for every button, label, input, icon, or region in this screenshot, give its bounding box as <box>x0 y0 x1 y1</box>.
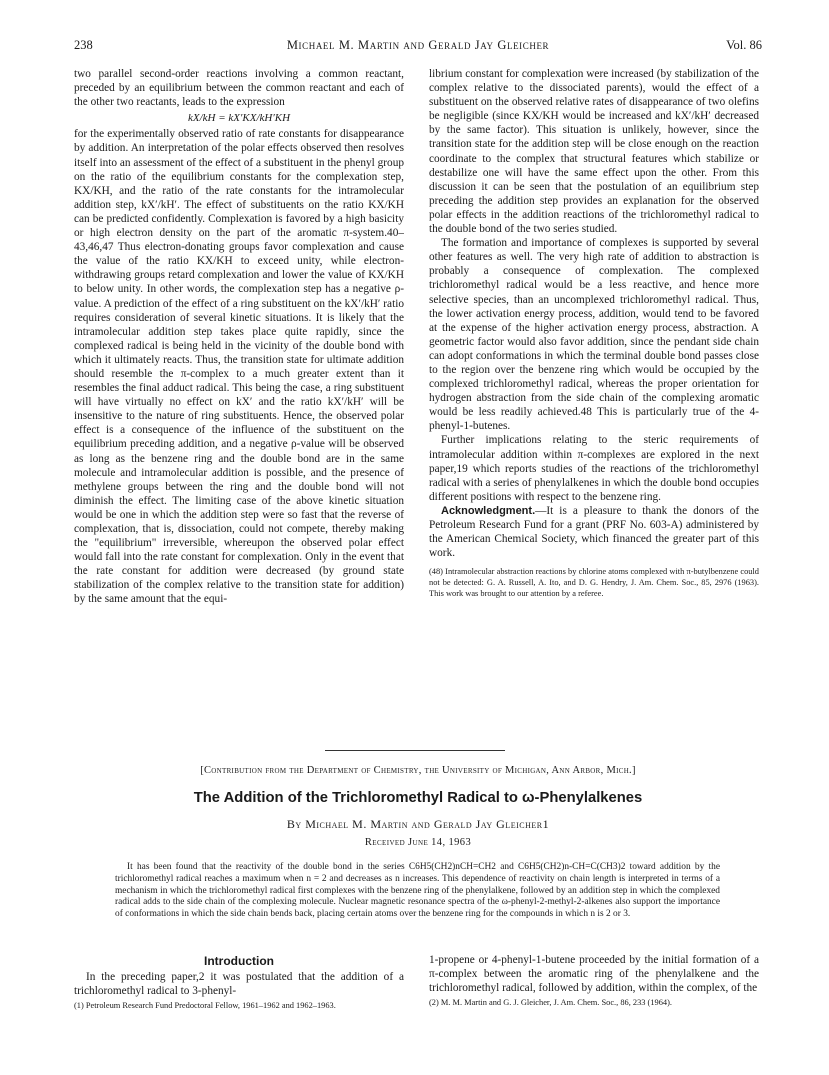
intro-left-text: In the preceding paper,2 it was postulated that the addition of a trichloromethyl radical to 3-phenyl- <box>74 971 404 998</box>
intro-right-text: 1-propene or 4-phenyl-1-butene proceeded by the initial formation of a π-complex between the aromatic ring of the phenylalkene and the trichloromethyl radical, followed by addition, within the complex, of the <box>429 954 759 995</box>
abstract-text: It has been found that the reactivity of the double bond in the series C6H5(CH2)nCH=CH2 and C6H5(CH2)n-CH=C(CH3)2 toward addition by the trichloromethyl radical reaches a maximum when n = 2 and decreases as n increases. This dependence of reactivity on chain length is interpreted in terms of a mechanism in which the trichloromethyl radical first complexes with the benzene ring of the phenylalkene, followed by an addition step in which the complexed radical adds to the side chain of the complexing molecule. Nuclear magnetic resonance spectra of the ω-phenyl-2-methyl-2-alkenes also support the importance of conformations in which the side chain bends back, placing certain atoms over the benzene ring for the compounds in which n is 2 or 3. <box>115 862 720 920</box>
rate-equation: kX/kH = kX′KX/kH′KH <box>187 112 291 125</box>
article-title: The Addition of the Trichloromethyl Radical to ω-Phenylalkenes <box>193 790 643 806</box>
right-column <box>429 67 759 737</box>
received-date: Received June 14, 1963 <box>364 837 472 848</box>
article-authors: By Michael M. Martin and Gerald Jay Gleicher1 <box>286 817 550 831</box>
page-number: 238 <box>74 38 93 52</box>
intro-left-column <box>74 970 404 1012</box>
contribution-line: [Contribution from the Department of Chemistry, the University of Michigan, Ann Arbor, Mich.] <box>200 765 636 776</box>
footnote-2: (2) M. M. Martin and G. J. Gleicher, J. Am. Chem. Soc., 86, 233 (1964). <box>429 998 672 1008</box>
acknowledgment-title: Acknowledgment. <box>441 504 536 517</box>
footnote-1: (1) Petroleum Research Fund Predoctoral Fellow, 1961–1962 and 1962–1963. <box>74 1001 336 1011</box>
acknowledgment-text: —It is a pleasure to thank the donors of the Petroleum Research Fund for a grant (PRF No. 603-A) administered by the American Chemical Society, which financed the greater part of this work. <box>429 504 759 560</box>
running-title: Michael M. Martin and Gerald Jay Gleicher <box>286 38 550 52</box>
intro-right-column <box>429 953 759 1009</box>
right-paragraph-1: librium constant for complexation were increased (by stabilization of the complex relative to the dissociated parents), would the effect of a substituent on the observed relative rates of disappearance of two olefins be negligible (since KX/KH would be increased and kX′/kH′ decreased by the same factor). This situation is unlikely, however, since the transition state for the addition step will be close enough on the reaction coordinate to the complex that structural features which stabilize or destabilize one will have the same effect upon the other. From this discussion it can be seen that the postulation of an equilibrium step preceding the addition step provides an explanation for the observed polar effects in the addition reactions of the trichloromethyl radical to the double bond of the two series studied. <box>429 68 759 236</box>
article-divider <box>325 750 505 751</box>
right-paragraph-2: The formation and importance of complexes is supported by several other features as well. The very high rate of addition to abstraction is probably a consequence of complexation. The complexed trichloromethyl radical would be a less reactive, and hence more selective species, than an uncomplexed trichloromethyl radical. Thus, the lower activation energy process, addition, would tend to be favored at the expense of the higher activation energy process, abstraction. A geometric factor would also favor addition, since the pendant side chain can adopt conformations in which the terminal double bond passes close to the region over the benzene ring which would be occupied by the complexed trichloromethyl radical, whereas the proper orientation for hydrogen abstraction from the side chain of the complexing aromatic would be less readily achieved.48 This is particularly true of the 4-phenyl-1-butenes. <box>429 237 759 433</box>
footnote-48: (48) Intramolecular abstraction reactions by chlorine atoms complexed with π-butylbenzene could not be detected: G. A. Russell, A. Ito, and D. G. Hendry, J. Am. Chem. Soc., 85, 2976 (1963). This work was brought to our attention by a referee. <box>429 567 759 599</box>
page-header <box>74 38 762 56</box>
volume-label: Vol. 86 <box>726 38 762 52</box>
introduction-heading: Introduction <box>204 954 274 968</box>
acknowledgment <box>429 504 759 560</box>
left-paragraph-2: for the experimentally observed ratio of rate constants for disappearance by addition. An interpretation of the polar effects observed then resolves itself into an assessment of the effect of a substituent in the phenyl group on the ratio of the equilibrium constants for the complexation step, KX/KH, and the ratio of the rate constants for the intramolecular addition step, kX′/kH′. The effect of substituents on the ratio KX/KH can be predicted confidently. Complexation is favored by a high basicity or high electron density on the part of the aromatic π-system.40–43,46,47 Thus electron-donating groups favor complexation and cause the value of the ratio KX/KH to exceed unity, while electron-withdrawing groups retard complexation and lower the value of KX/KH to below unity. In other words, the complexation step has a negative ρ-value. A prediction of the effect of a ring substituent on the kX′/kH′ ratio requires consideration of several kinetic situations. It is likely that the intramolecular addition step takes place quite rapidly, since the complexed radical is being held in the vicinity of the double bond with which it ultimately reacts. Thus, the transition state for ultimate addition should resemble the π-complex to a much greater extent than it resembles the final adduct radical. This being the case, a ring substituent will have virtually no effect on kX′ and the ratio kX′/kH′ will be insensitive to the nature of ring substituents. Hence, the observed polar effect is a consequence of the influence of the substituent on the equilibrium preceding addition, and a negative ρ-value will be observed as long as the benzene ring and the double bond are in the same molecule and intramolecular addition is possible, and the presence of methylene groups between the ring and the double bond will not diminish the effect. The limiting case of the above kinetic situation would be one in which the addition step were so fast that the reverse of complexation, that is, dissociation, could not compete, thereby making the "equilibrium" irreversible, whereupon the observed polar effect would fall into the rate constant for complexation. Only in the event that the rate constant for addition were decreased (by ground state stabilization of the complex relative to the transition state for addition) by the same amount that the equi- <box>74 128 404 606</box>
abstract <box>115 862 720 921</box>
left-paragraph-1: two parallel second-order reactions involving a common reactant, preceded by an equilibrium between the common reactant and each of the other two reactants, leads to the expression <box>74 68 404 109</box>
right-paragraph-3: Further implications relating to the steric requirements of intramolecular addition within π-complexes are explored in the next paper,19 which reports studies of the reactions of the trichloromethyl radical with a series of phenylalkenes in which the double bond occupies different positions with respect to the benzene ring. <box>429 434 759 503</box>
left-column <box>74 67 404 747</box>
